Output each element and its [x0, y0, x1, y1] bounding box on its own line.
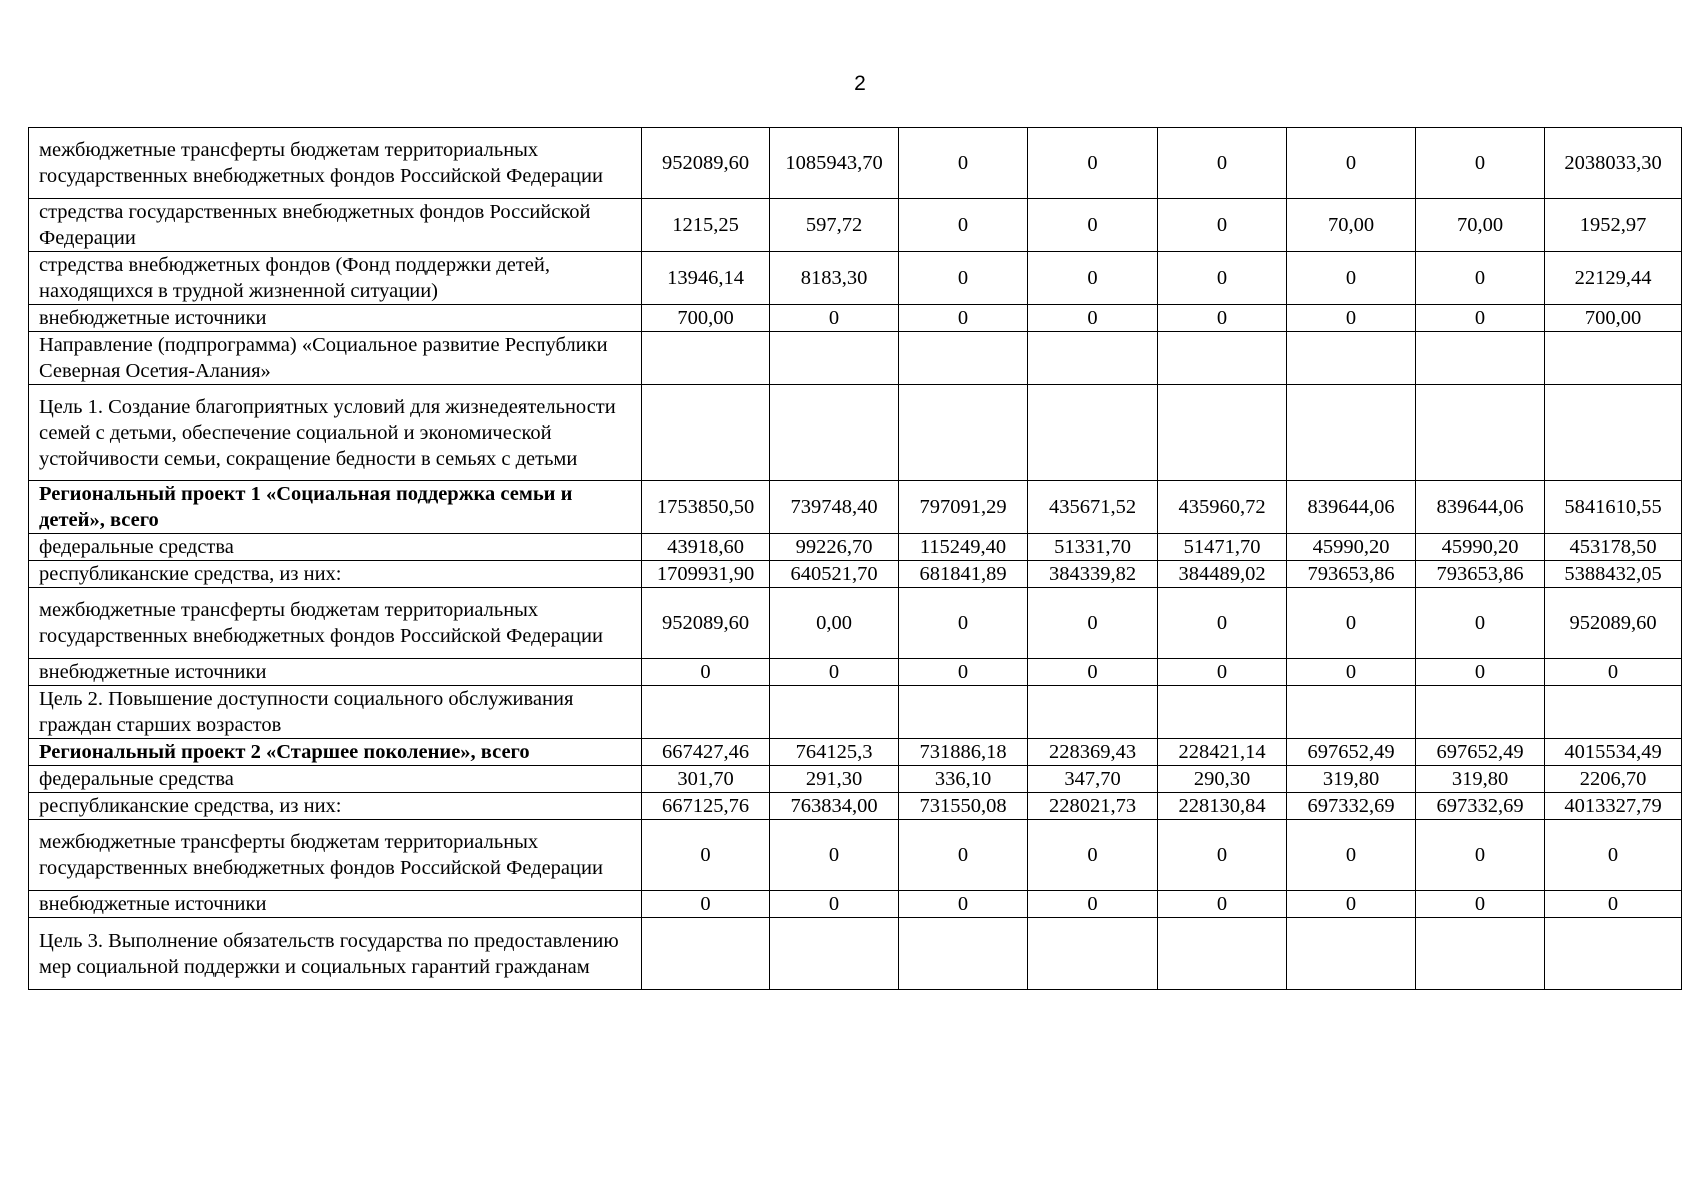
table-row	[29, 481, 1682, 534]
value-cell: 291,30	[770, 766, 899, 793]
value-cell: 797091,29	[899, 481, 1028, 534]
value-cell: 667125,76	[642, 793, 770, 820]
value-cell: 0	[1028, 305, 1158, 332]
value-cell: 0,00	[770, 588, 899, 659]
value-cell: 0	[1158, 252, 1287, 305]
value-cell: 1215,25	[642, 199, 770, 252]
value-cell: 0	[1028, 128, 1158, 199]
value-cell: 0	[770, 305, 899, 332]
value-cell: 839644,06	[1416, 481, 1545, 534]
value-cell: 0	[1287, 252, 1416, 305]
value-cell	[1545, 332, 1682, 385]
value-cell: 0	[899, 891, 1028, 918]
value-cell: 952089,60	[642, 128, 770, 199]
value-cell: 0	[1416, 659, 1545, 686]
value-cell	[1416, 918, 1545, 990]
value-cell: 22129,44	[1545, 252, 1682, 305]
value-cell	[1545, 686, 1682, 739]
value-cell: 640521,70	[770, 561, 899, 588]
row-label: Региональный проект 2 «Старшее поколение», всего	[29, 739, 642, 766]
value-cell: 0	[899, 199, 1028, 252]
value-cell: 347,70	[1028, 766, 1158, 793]
value-cell: 0	[1416, 305, 1545, 332]
value-cell: 45990,20	[1287, 534, 1416, 561]
table-row	[29, 820, 1682, 891]
value-cell	[899, 385, 1028, 481]
table-row	[29, 561, 1682, 588]
value-cell: 597,72	[770, 199, 899, 252]
value-cell: 0	[1158, 128, 1287, 199]
table-row	[29, 588, 1682, 659]
value-cell	[1028, 332, 1158, 385]
value-cell: 0	[899, 588, 1028, 659]
row-label: межбюджетные трансферты бюджетам территориальных государственных внебюджетных фондов Российской Федерации	[29, 588, 642, 659]
value-cell	[642, 385, 770, 481]
value-cell: 2038033,30	[1545, 128, 1682, 199]
value-cell: 697332,69	[1416, 793, 1545, 820]
value-cell	[770, 918, 899, 990]
value-cell: 700,00	[642, 305, 770, 332]
row-label: республиканские средства, из них:	[29, 793, 642, 820]
value-cell: 51471,70	[1158, 534, 1287, 561]
budget-table-body	[29, 128, 1682, 990]
value-cell	[899, 332, 1028, 385]
value-cell	[642, 918, 770, 990]
table-row	[29, 739, 1682, 766]
value-cell: 0	[770, 659, 899, 686]
value-cell	[899, 686, 1028, 739]
row-label: федеральные средства	[29, 534, 642, 561]
value-cell: 731550,08	[899, 793, 1028, 820]
value-cell: 0	[642, 891, 770, 918]
value-cell: 0	[1028, 199, 1158, 252]
value-cell: 0	[1287, 305, 1416, 332]
value-cell: 5841610,55	[1545, 481, 1682, 534]
row-label: стредства государственных внебюджетных фондов Российской Федерации	[29, 199, 642, 252]
value-cell: 228421,14	[1158, 739, 1287, 766]
value-cell	[1287, 385, 1416, 481]
value-cell: 115249,40	[899, 534, 1028, 561]
value-cell: 0	[899, 128, 1028, 199]
value-cell	[1158, 332, 1287, 385]
value-cell: 952089,60	[642, 588, 770, 659]
value-cell	[1158, 686, 1287, 739]
value-cell	[770, 332, 899, 385]
value-cell: 667427,46	[642, 739, 770, 766]
value-cell	[1287, 918, 1416, 990]
value-cell: 739748,40	[770, 481, 899, 534]
value-cell: 453178,50	[1545, 534, 1682, 561]
row-label: межбюджетные трансферты бюджетам территориальных государственных внебюджетных фондов Российской Федерации	[29, 128, 642, 199]
value-cell: 228130,84	[1158, 793, 1287, 820]
value-cell	[1287, 686, 1416, 739]
value-cell: 435671,52	[1028, 481, 1158, 534]
value-cell	[1416, 385, 1545, 481]
value-cell: 0	[1287, 588, 1416, 659]
row-label: Направление (подпрограмма) «Социальное развитие Республики Северная Осетия-Алания»	[29, 332, 642, 385]
value-cell: 0	[1158, 588, 1287, 659]
value-cell: 384339,82	[1028, 561, 1158, 588]
value-cell: 43918,60	[642, 534, 770, 561]
row-label: республиканские средства, из них:	[29, 561, 642, 588]
value-cell: 0	[642, 820, 770, 891]
table-row	[29, 252, 1682, 305]
table-row	[29, 766, 1682, 793]
row-label: Региональный проект 1 «Социальная поддержка семьи и детей», всего	[29, 481, 642, 534]
value-cell: 0	[1158, 305, 1287, 332]
value-cell: 70,00	[1416, 199, 1545, 252]
value-cell: 8183,30	[770, 252, 899, 305]
value-cell: 0	[1158, 891, 1287, 918]
value-cell: 0	[899, 305, 1028, 332]
value-cell: 763834,00	[770, 793, 899, 820]
value-cell: 290,30	[1158, 766, 1287, 793]
value-cell: 228021,73	[1028, 793, 1158, 820]
budget-table	[28, 127, 1682, 990]
value-cell: 2206,70	[1545, 766, 1682, 793]
value-cell: 301,70	[642, 766, 770, 793]
value-cell: 0	[1545, 891, 1682, 918]
value-cell: 0	[1416, 128, 1545, 199]
value-cell	[1028, 686, 1158, 739]
value-cell: 1753850,50	[642, 481, 770, 534]
table-row	[29, 891, 1682, 918]
value-cell	[1158, 385, 1287, 481]
row-label: Цель 1. Создание благоприятных условий для жизнедеятельности семей с детьми, обеспечение социальной и экономической устойчивости семьи, сокращение бедности в семьях с детьми	[29, 385, 642, 481]
row-label: стредства внебюджетных фондов (Фонд поддержки детей, находящихся в трудной жизненной ситуации)	[29, 252, 642, 305]
value-cell: 681841,89	[899, 561, 1028, 588]
value-cell: 0	[899, 820, 1028, 891]
table-row	[29, 686, 1682, 739]
value-cell: 0	[1545, 659, 1682, 686]
value-cell	[1545, 385, 1682, 481]
row-label: федеральные средства	[29, 766, 642, 793]
row-label: Цель 2. Повышение доступности социального обслуживания граждан старших возрастов	[29, 686, 642, 739]
value-cell: 697652,49	[1416, 739, 1545, 766]
value-cell	[642, 332, 770, 385]
value-cell: 0	[1287, 820, 1416, 891]
value-cell: 1709931,90	[642, 561, 770, 588]
value-cell	[1545, 918, 1682, 990]
value-cell: 793653,86	[1416, 561, 1545, 588]
page-number: 2	[854, 72, 866, 95]
value-cell	[1028, 385, 1158, 481]
table-row	[29, 332, 1682, 385]
value-cell: 0	[899, 252, 1028, 305]
table-row	[29, 659, 1682, 686]
table-row	[29, 534, 1682, 561]
value-cell: 0	[1028, 820, 1158, 891]
value-cell: 0	[770, 820, 899, 891]
value-cell	[1028, 918, 1158, 990]
value-cell: 1952,97	[1545, 199, 1682, 252]
table-row	[29, 385, 1682, 481]
value-cell: 0	[1158, 820, 1287, 891]
value-cell: 228369,43	[1028, 739, 1158, 766]
table-row	[29, 199, 1682, 252]
value-cell: 0	[1028, 659, 1158, 686]
row-label: внебюджетные источники	[29, 891, 642, 918]
value-cell: 319,80	[1416, 766, 1545, 793]
table-row	[29, 128, 1682, 199]
row-label: межбюджетные трансферты бюджетам территориальных государственных внебюджетных фондов Российской Федерации	[29, 820, 642, 891]
table-row	[29, 793, 1682, 820]
value-cell: 839644,06	[1287, 481, 1416, 534]
value-cell: 0	[899, 659, 1028, 686]
value-cell: 336,10	[899, 766, 1028, 793]
value-cell: 45990,20	[1416, 534, 1545, 561]
value-cell: 793653,86	[1287, 561, 1416, 588]
value-cell: 4015534,49	[1545, 739, 1682, 766]
value-cell: 0	[1287, 891, 1416, 918]
value-cell	[770, 385, 899, 481]
value-cell: 0	[1416, 891, 1545, 918]
value-cell	[1416, 332, 1545, 385]
row-label: внебюджетные источники	[29, 659, 642, 686]
value-cell: 731886,18	[899, 739, 1028, 766]
value-cell: 0	[1416, 588, 1545, 659]
value-cell	[1416, 686, 1545, 739]
value-cell: 0	[1028, 891, 1158, 918]
value-cell: 952089,60	[1545, 588, 1682, 659]
table-row	[29, 305, 1682, 332]
value-cell: 384489,02	[1158, 561, 1287, 588]
value-cell: 51331,70	[1028, 534, 1158, 561]
value-cell	[1287, 332, 1416, 385]
value-cell: 0	[1545, 820, 1682, 891]
value-cell: 700,00	[1545, 305, 1682, 332]
value-cell: 0	[1158, 659, 1287, 686]
value-cell	[899, 918, 1028, 990]
value-cell: 697332,69	[1287, 793, 1416, 820]
value-cell: 1085943,70	[770, 128, 899, 199]
value-cell: 0	[1287, 659, 1416, 686]
value-cell: 697652,49	[1287, 739, 1416, 766]
value-cell: 5388432,05	[1545, 561, 1682, 588]
value-cell: 0	[1416, 820, 1545, 891]
value-cell: 764125,3	[770, 739, 899, 766]
value-cell: 0	[1028, 252, 1158, 305]
value-cell: 0	[1158, 199, 1287, 252]
value-cell: 99226,70	[770, 534, 899, 561]
value-cell: 435960,72	[1158, 481, 1287, 534]
row-label: внебюджетные источники	[29, 305, 642, 332]
value-cell: 4013327,79	[1545, 793, 1682, 820]
value-cell	[770, 686, 899, 739]
value-cell: 13946,14	[642, 252, 770, 305]
value-cell: 0	[642, 659, 770, 686]
value-cell: 0	[1287, 128, 1416, 199]
value-cell: 0	[770, 891, 899, 918]
value-cell: 0	[1028, 588, 1158, 659]
value-cell: 319,80	[1287, 766, 1416, 793]
row-label: Цель 3. Выполнение обязательств государства по предоставлению мер социальной поддержки и социальных гарантий гражданам	[29, 918, 642, 990]
value-cell: 0	[1416, 252, 1545, 305]
table-row	[29, 918, 1682, 990]
value-cell: 70,00	[1287, 199, 1416, 252]
value-cell	[642, 686, 770, 739]
value-cell	[1158, 918, 1287, 990]
